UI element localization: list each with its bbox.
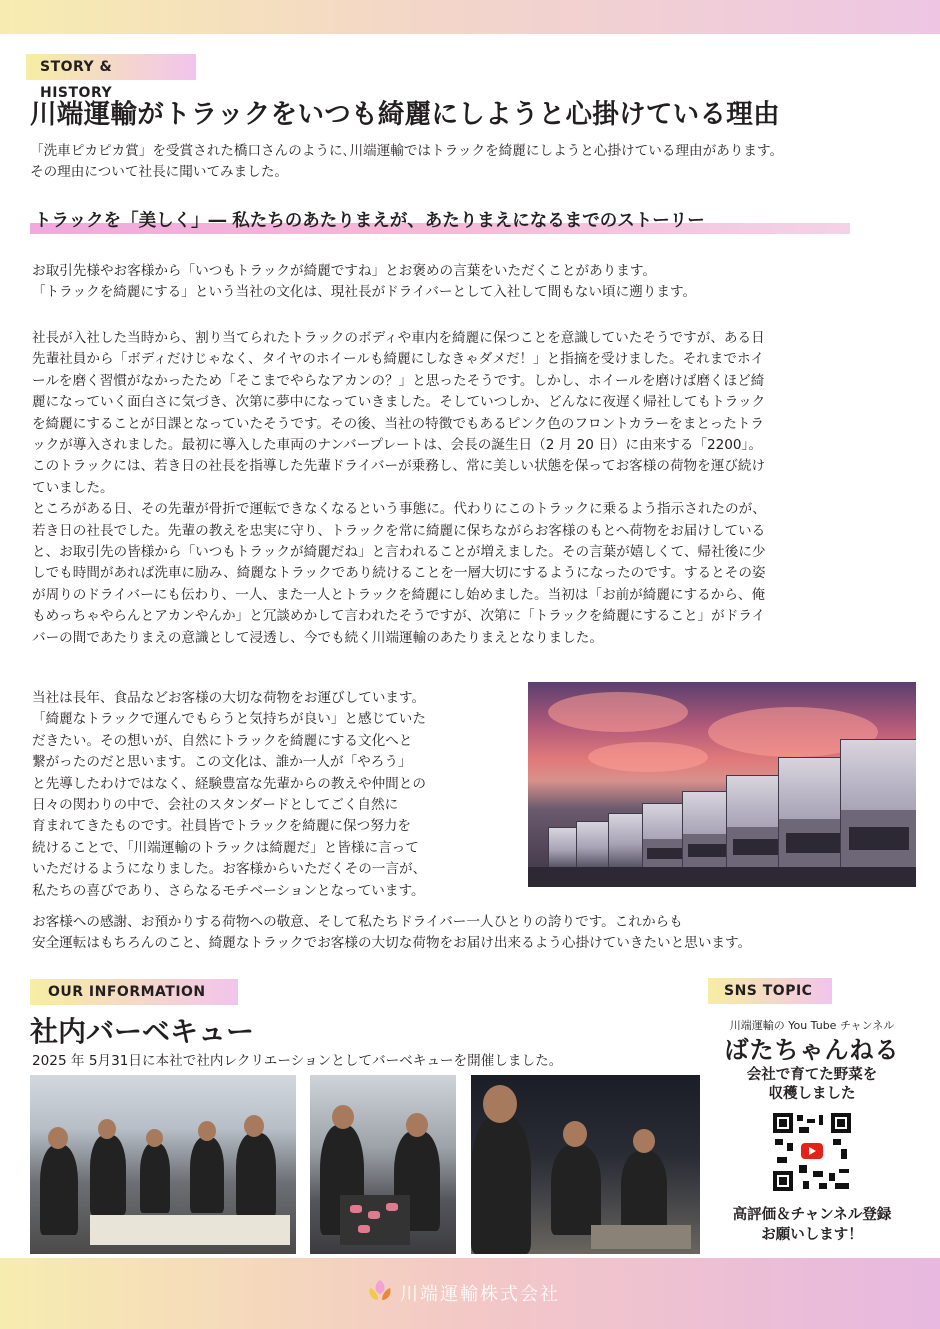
story-history-tag: STORY & HISTORY	[26, 54, 196, 80]
trucks-sunset-photo	[528, 682, 916, 887]
bbq-photo-grilling	[310, 1075, 456, 1254]
sns-description: 会社で育てた野菜を 収穫しました	[746, 1067, 878, 1102]
youtube-play-icon	[801, 1143, 823, 1159]
info-title: 社内バーベキュー	[30, 1015, 255, 1048]
youtube-channel-label: 川端運輸の You Tube チャンネル	[729, 1019, 895, 1032]
company-logo-icon	[366, 1278, 394, 1304]
youtube-qr-icon[interactable]	[773, 1113, 851, 1191]
bbq-photo-night	[471, 1075, 700, 1254]
story-paragraph-1: お取引先様やお客様から「いつもトラックが綺麗ですね」とお褒めの言葉をいただくことがあります。 「トラックを綺麗にする」という当社の文化は、現社長がドライバーとして入社して間もない頃に遡ります。	[32, 263, 697, 301]
story-paragraph-2: 社長が入社した当時から、割り当てられたトラックのボディや車内を綺麗に保つことを意識していたそうですが、ある日 先輩社員から「ボディだけじゃなく、タイヤのホイールも綺麗にしなきゃダメだ！」と指摘を受けました。それまでホイ ールを磨く習慣がなかったため「そこまでやらなアカンの？」と思ったそうです。しかし、ホイールを磨けば磨くほど綺 麗になっていく面白さに気づき、次第に夢中になっていきました。そしていつしか、どんなに夜遅く帰社してもトラック を綺麗にすることが日課となっていたそうです。その後、当社の特徴でもあるピンク色のフロントカラーをまとったトラ ックが導入されました。最初に導入した車両のナンバープレートは、会長の誕生日（2 月 20 日）に由来する「2200」。 このトラックには、若き日の社長を指導した先輩ドライバーが乗務し、常に美しい状態を保ってお客様の荷物を運び続け ていました。 ところがある日、その先輩が骨折で運転できなくなるという事態に。代わりにこのトラックに乗るよう指示されたのが、 若き日の社長でした。先輩の教えを忠実に守り、トラックを常に綺麗に保ちながらお客様のもとへ荷物をお届けしている と、お取引先の皆様から「いつもトラックが綺麗だね」と言われることが増えました。その言葉が嬉しくて、帰社後に少 しでも時間があれば洗車に励み、綺麗なトラックであり続けることを一層大切にするようになったのです。するとその姿 が周りのドライバーにも伝わり、一人、また一人とトラックを綺麗にし始めました。当初は「お前が綺麗にするから、俺 もめっちゃやらんとアカンやんか」と冗談めかして言われたそうですが、次第に「トラックを綺麗にすること」がドライ バーの間であたりまえの意識として浸透し、今でも続く川端運輸のあたりまえとなりました。	[32, 330, 766, 646]
sns-topic-tag: SNS TOPIC	[708, 978, 832, 1004]
sns-call-to-action: 高評価＆チャンネル登録 お願いします！	[732, 1207, 892, 1243]
youtube-channel-name[interactable]: ばたちゃんねる	[724, 1036, 900, 1064]
info-date-text: 2025 年 5月31日に本社で社内レクリエーションとしてバーベキューを開催しました。	[32, 1053, 563, 1069]
subheading-text: トラックを「美しく」― 私たちのあたりまえが、あたりまえになるまでのストーリー	[34, 211, 705, 231]
story-paragraph-3: 当社は長年、食品などお客様の大切な荷物をお運びしています。 「綺麗なトラックで運んでもらうと気持ちが良い」と感じていた だきたい。その想いが、自然にトラックを綺麗にする文化へと 繋がったのだと思います。この文化は、誰か一人が「やろう」 と先導したわけではなく、経験豊富な先輩からの教えや仲間との 日々の関わりの中で、会社のスタンダードとしてごく自然に 育まれてきたものです。社員皆でトラックを綺麗に保つ努力を 続けることで、「川端運輸のトラックは綺麗だ」と皆様に言って いただけるようになりました。お客様からいただくその一言が、 私たちの喜びであり、さらなるモチベーションとなっています。	[32, 690, 427, 899]
story-subheading	[30, 205, 850, 235]
intro-paragraph: 「洗車ピカピカ賞」を受賞された橋口さんのように､川端運輸ではトラックを綺麗にしようと心掛けている理由があります。 その理由について社長に聞いてみました。	[30, 143, 784, 180]
story-paragraph-4: お客様への感謝、お預かりする荷物への敬意、そして私たちドライバー一人ひとりの誇りです。これからも 安全運転はもちろんのこと、綺麗なトラックでお客様の大切な荷物をお届け出来るよう心掛けていきたいと思います。	[32, 914, 752, 952]
bbq-photo-group	[30, 1075, 296, 1254]
our-information-tag: OUR INFORMATION	[30, 979, 238, 1005]
page-headline: 川端運輸がトラックをいつも綺麗にしようと心掛けている理由	[30, 99, 780, 130]
company-name: 川端運輸株式会社	[400, 1284, 560, 1305]
top-gradient-bar	[0, 0, 940, 34]
